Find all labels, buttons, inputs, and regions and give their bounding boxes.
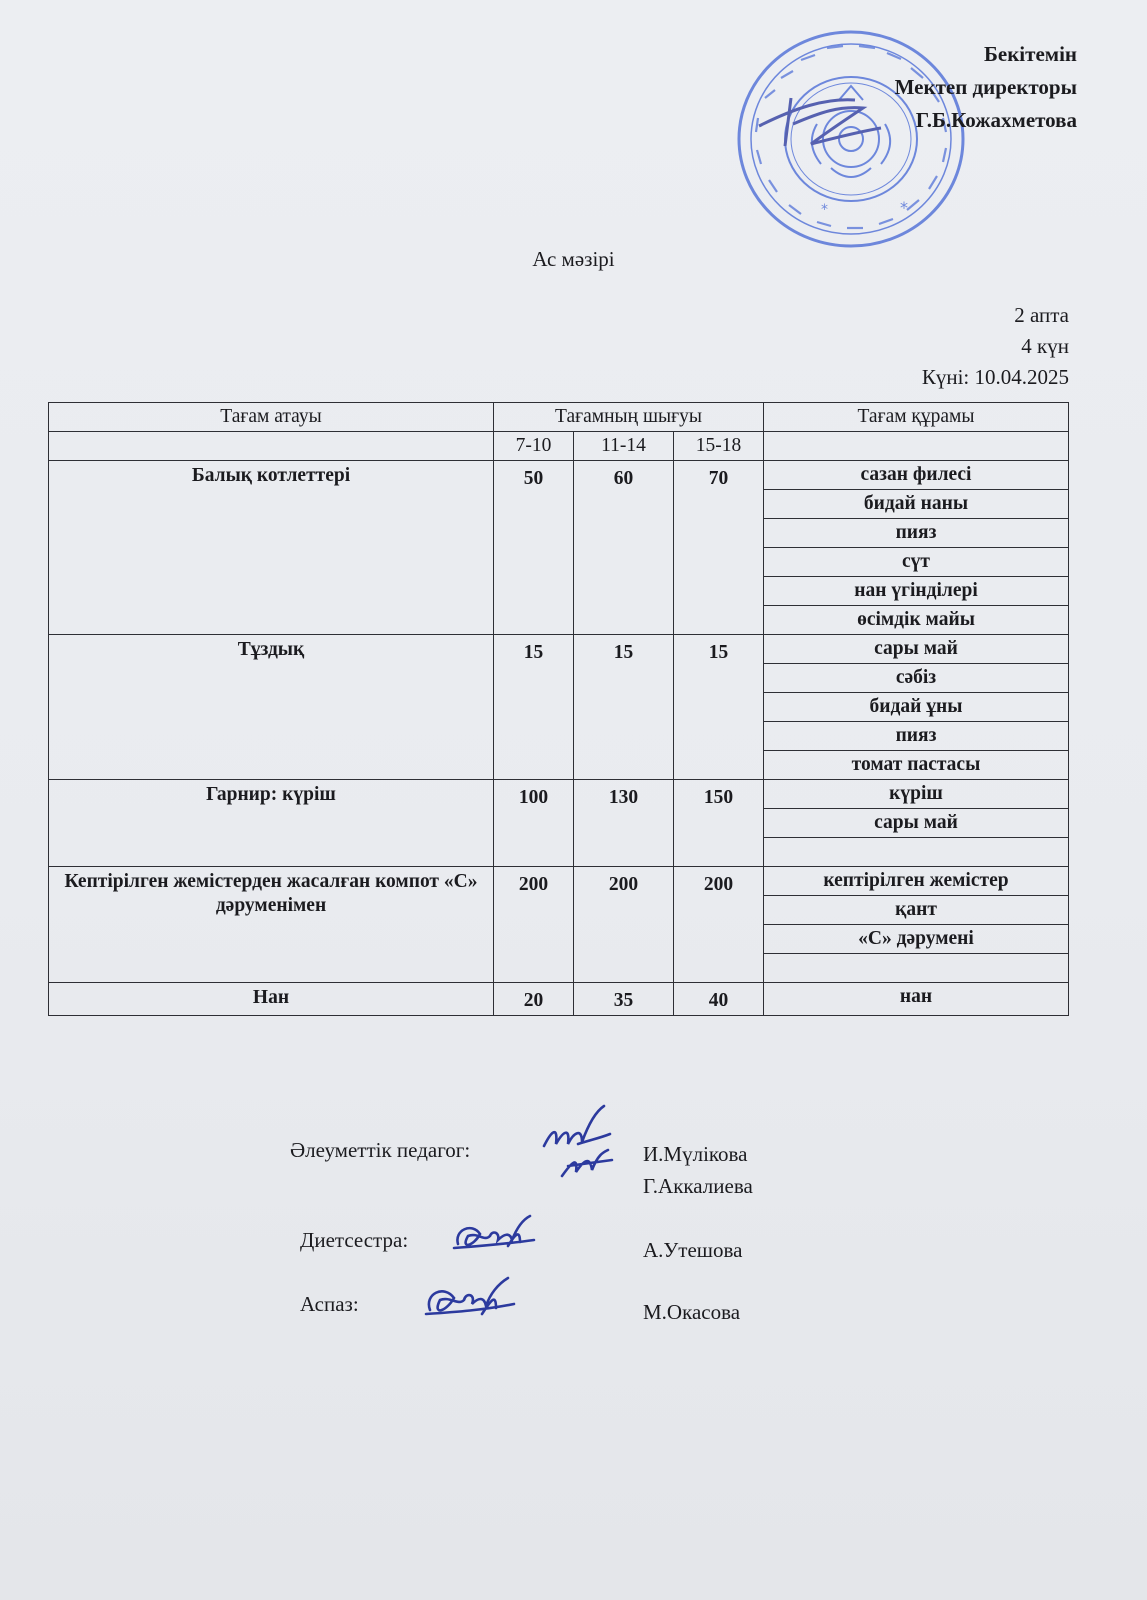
header-empty-cell xyxy=(49,432,494,461)
portion-cell: 20 xyxy=(494,983,574,1016)
approval-position: Мектеп директоры xyxy=(894,75,1077,99)
portion-cell: 200 xyxy=(674,867,764,983)
ingredient-cell: нан xyxy=(764,983,1069,1016)
dish-name-cell: Тұздық xyxy=(49,635,494,780)
portion-cell: 35 xyxy=(574,983,674,1016)
table-row xyxy=(49,983,1069,1016)
table-row xyxy=(49,780,1069,809)
ingredient-cell: сәбіз xyxy=(764,664,1069,693)
signature-role: Аспаз: xyxy=(300,1292,359,1316)
portion-cell: 200 xyxy=(574,867,674,983)
table-row xyxy=(49,461,1069,490)
signature-name: Г.Аккалиева xyxy=(643,1174,753,1198)
ingredient-cell: пияз xyxy=(764,519,1069,548)
signature-name: А.Утешова xyxy=(643,1238,743,1262)
approval-block xyxy=(895,38,1077,137)
portion-cell: 15 xyxy=(574,635,674,780)
handwritten-signature-icon xyxy=(450,1206,540,1266)
dish-name-cell: Кептірілген жемістерден жасалған компот «С» дәруменімен xyxy=(49,867,494,983)
ingredient-cell: нан үгінділері xyxy=(764,577,1069,606)
portion-cell: 150 xyxy=(674,780,764,867)
portion-cell: 70 xyxy=(674,461,764,635)
portion-cell: 130 xyxy=(574,780,674,867)
svg-text:*: * xyxy=(900,198,908,217)
approval-title: Бекітемін xyxy=(983,42,1077,66)
ingredient-cell: сүт xyxy=(764,548,1069,577)
signatures-block xyxy=(0,1120,1147,1360)
header-composition: Тағам құрамы xyxy=(764,403,1069,432)
ingredient-cell: «С» дәрумені xyxy=(764,925,1069,954)
portion-cell: 15 xyxy=(494,635,574,780)
ingredient-cell: кептірілген жемістер xyxy=(764,867,1069,896)
date-label: Күні: 10.04.2025 xyxy=(921,365,1069,389)
handwritten-signature-icon xyxy=(538,1100,618,1190)
ingredient-cell: бидай ұны xyxy=(764,693,1069,722)
portion-cell: 100 xyxy=(494,780,574,867)
ingredient-cell: томат пастасы xyxy=(764,751,1069,780)
signature-name: М.Окасова xyxy=(643,1300,741,1324)
signature-role: Диетсестра: xyxy=(300,1228,409,1252)
menu-meta xyxy=(922,300,1069,393)
header-age-15-18: 15-18 xyxy=(674,432,764,461)
ingredient-cell xyxy=(764,954,1069,983)
portion-cell: 50 xyxy=(494,461,574,635)
signature-name: И.Мүлікова xyxy=(643,1142,748,1166)
portion-cell: 200 xyxy=(494,867,574,983)
ingredient-cell: сазан филесі xyxy=(764,461,1069,490)
header-dish: Тағам атауы xyxy=(49,403,494,432)
dish-name-cell: Гарнир: күріш xyxy=(49,780,494,867)
header-empty-cell xyxy=(764,432,1069,461)
ingredient-cell: күріш xyxy=(764,780,1069,809)
header-output: Тағамның шығуы xyxy=(494,403,764,432)
handwritten-signature-icon xyxy=(420,1270,520,1330)
ingredient-cell: өсімдік майы xyxy=(764,606,1069,635)
day-label: 4 күн xyxy=(1021,334,1069,358)
dish-name-cell: Нан xyxy=(49,983,494,1016)
portion-cell: 60 xyxy=(574,461,674,635)
portion-cell: 40 xyxy=(674,983,764,1016)
signature-role: Әлеуметтік педагог: xyxy=(290,1138,471,1162)
header-age-7-10: 7-10 xyxy=(494,432,574,461)
ingredient-cell xyxy=(764,838,1069,867)
ingredient-cell: сары май xyxy=(764,635,1069,664)
table-row xyxy=(49,867,1069,896)
approval-director-name: Г.Б.Кожахметова xyxy=(915,108,1077,132)
table-age-row xyxy=(49,432,1069,461)
ingredient-cell: қант xyxy=(764,896,1069,925)
dish-name-cell: Балық котлеттері xyxy=(49,461,494,635)
svg-text:*: * xyxy=(821,202,828,218)
document-title: Ас мәзірі xyxy=(532,247,615,271)
table-row xyxy=(49,635,1069,664)
ingredient-cell: бидай наны xyxy=(764,490,1069,519)
header-age-11-14: 11-14 xyxy=(574,432,674,461)
table-body xyxy=(49,461,1069,1016)
week-label: 2 апта xyxy=(1014,303,1069,327)
portion-cell: 15 xyxy=(674,635,764,780)
ingredient-cell: пияз xyxy=(764,722,1069,751)
ingredient-cell: сары май xyxy=(764,809,1069,838)
menu-table xyxy=(48,402,1069,1016)
table-header-row xyxy=(49,403,1069,432)
